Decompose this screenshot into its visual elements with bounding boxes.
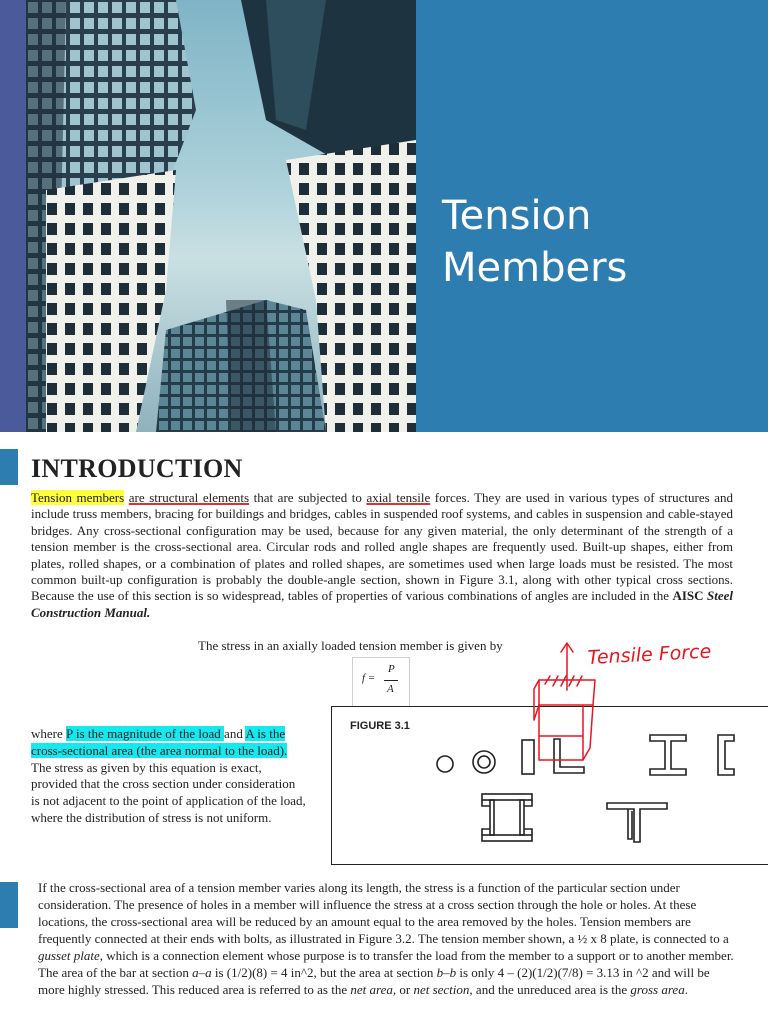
term-net-section: net section	[413, 982, 470, 997]
net-area-paragraph	[38, 879, 738, 998]
highlighted-text: Tension members	[31, 490, 125, 505]
underlined-text: axial tensile	[366, 490, 431, 505]
bold-text: AISC	[672, 588, 707, 604]
skyscraper-illustration	[26, 0, 416, 432]
title-line-1: Tension	[442, 193, 592, 239]
built-up-section-icon	[482, 794, 532, 800]
fraction-bar	[384, 680, 398, 681]
paragraph-text: is (1/2)(8) = 4 in^2, but the area at section	[211, 965, 437, 980]
introduction-paragraph	[31, 490, 733, 621]
formula-denominator: A	[387, 683, 394, 695]
paragraph-text: is only 4 – (2)(1/2)(7/8) = 3.13 in ^2 and will be more highly stressed. This reduced area is referred to as the	[38, 965, 710, 997]
paragraph-text: The stress as given by this equation is exact, provided that the cross section under consideration is not adjacent to the point of application of the load, where the distribution of stress is not uniform.	[31, 759, 306, 825]
underlined-text: are structural elements	[128, 490, 250, 505]
paragraph-text: forces. They are used in various types of structures and include truss members, bracing for buildings and bridges, cables in suspended roof systems, and cables in suspension and cable-stayed bridges. Any cross-sectional configuration may be used, because for any given material, the only determinant of the strength of a tension member is the cross-sectional area. Circular rods and rolled angle shapes are frequently used. Built-up shapes, either from plates, rolled shapes, or a combination of plates and rolled shapes, are sometimes used when large loads must be resisted. The most common built-up configuration is probably the double-angle section, shown in Figure 3.1, along with other typical cross sections. Because the use of this section is so widespread, tables of properties of various combinations of angles are included in the	[31, 490, 733, 604]
section-marker	[0, 449, 18, 485]
section-a-a: a–a	[192, 965, 212, 980]
formula-numerator: P	[388, 663, 395, 675]
term-net-area: net area,	[350, 982, 397, 997]
paragraph-text: that are subjected to	[249, 490, 367, 505]
paragraph-text: .	[684, 982, 688, 997]
figure-label: FIGURE 3.1	[350, 720, 410, 732]
paragraph-text: or	[396, 982, 414, 997]
channel-section-icon	[718, 735, 734, 775]
paragraph-text: , which is a connection element whose purpose is to transfer the load from the member to a support or to another member. The area of the bar at section	[38, 948, 734, 980]
page-title	[442, 190, 762, 294]
cross-sections-drawing	[332, 707, 768, 864]
plate-section-icon	[522, 740, 534, 774]
term-gusset-plate: gusset plate	[38, 948, 100, 963]
formula-lhs: f =	[362, 672, 376, 684]
pipe-section-icon	[473, 751, 495, 773]
title-line-2: Members	[442, 245, 628, 291]
stress-intro-line: The stress in an axially loaded tension member is given by	[198, 638, 503, 653]
paragraph-text: If the cross-sectional area of a tension member varies along its length, the stress is a function of the particular section under consideration. The presence of holes in a member will influence the stress at a cross section through the hole or holes. At these locations, the cross-sectional area will be reduced by an amount equal to the area removed by the holes. Tension members are frequently connected at their ends with bolts, as illustrated in Figure 3.2. The tension member shown, a ½ x 8 plate, is connected to a	[38, 880, 729, 946]
stress-formula	[352, 657, 410, 707]
section-marker	[0, 882, 18, 928]
highlighted-text: A is the cross-sectional area (the area normal to the load).	[31, 726, 288, 758]
manual-title: Steel Construction Manual.	[31, 588, 733, 620]
paragraph-text: and	[224, 726, 246, 741]
double-angle-icon	[607, 803, 667, 842]
banner-stripe	[0, 0, 26, 432]
member-sketch-icon	[539, 680, 595, 705]
paragraph-text: , and the unreduced area is the	[469, 982, 631, 997]
annotation-text: Tensile Force	[587, 640, 712, 669]
wide-flange-icon	[650, 735, 686, 775]
introduction-heading: INTRODUCTION	[31, 454, 243, 483]
title-banner	[0, 0, 768, 432]
term-gross-area: gross area	[630, 982, 685, 997]
skyscraper-photo	[26, 0, 416, 432]
paragraph-text: where	[31, 726, 67, 741]
figure-3-1	[331, 706, 768, 865]
section-b-b: b–b	[436, 965, 457, 980]
angle-section-icon	[554, 739, 584, 773]
highlighted-text: P is the magnitude of the load	[66, 726, 225, 741]
rod-section-icon	[437, 756, 453, 772]
where-paragraph	[31, 726, 306, 827]
